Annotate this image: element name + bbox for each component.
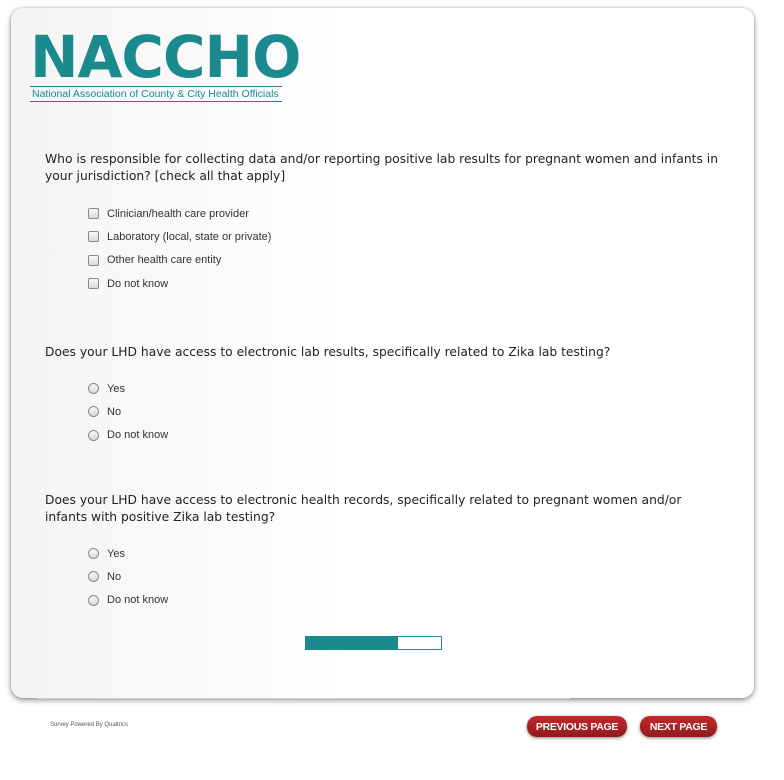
q1-option-clinician[interactable] [88,202,725,225]
checkbox[interactable] [88,255,99,266]
q3-option-no[interactable] [88,565,725,588]
powered-by-text: Survey Powered By Qualtrics [50,722,129,728]
checkbox[interactable] [88,231,99,242]
option-label: Do not know [107,594,169,607]
option-label: Clinician/health care provider [107,207,249,220]
option-label: Do not know [107,277,169,290]
question-1-text: Who is responsible for collecting data and/or reporting positive lab results for pregnant women and infants in your jurisdiction? [check all that apply] [45,152,719,183]
option-label: No [107,570,122,583]
q2-option-no[interactable] [88,400,725,423]
question-2-text: Does your LHD have access to electronic lab results, specifically related to Zika lab testing? [45,345,611,359]
option-label: Do not know [107,429,169,442]
previous-page-button[interactable]: PREVIOUS PAGE [527,716,627,737]
q3-option-do-not-know[interactable] [88,589,725,612]
question-3-text: Does your LHD have access to electronic health records, specifically related to pregnant women and/or infants with positive Zika lab testing? [45,493,682,524]
radio-button[interactable] [88,430,99,441]
q1-option-laboratory[interactable] [88,225,725,248]
q1-option-other-entity[interactable] [88,249,725,272]
radio-button[interactable] [88,406,99,417]
progress-bar [305,636,442,650]
q3-option-yes[interactable] [88,542,725,565]
q2-option-do-not-know[interactable] [88,424,725,447]
radio-button[interactable] [88,595,99,606]
checkbox[interactable] [88,278,99,289]
option-label: No [107,405,122,418]
naccho-logo [30,23,301,102]
option-label: Laboratory (local, state or private) [107,230,272,243]
option-label: Yes [107,547,125,560]
question-2 [45,344,725,447]
next-page-button[interactable]: NEXT PAGE [640,716,717,737]
card-divider [37,698,570,699]
survey-card [11,8,754,698]
checkbox[interactable] [88,208,99,219]
logo-subtitle: National Association of County & City Health Officials [30,86,282,102]
radio-button[interactable] [88,571,99,582]
logo-wordmark: NACCHO [30,23,301,91]
progress-bar-fill [306,637,398,649]
radio-button[interactable] [88,548,99,559]
q2-option-yes[interactable] [88,377,725,400]
question-1 [45,151,725,295]
q1-option-do-not-know[interactable] [88,272,725,295]
radio-button[interactable] [88,383,99,394]
option-label: Yes [107,382,125,395]
question-3 [45,492,725,612]
option-label: Other health care entity [107,254,222,267]
